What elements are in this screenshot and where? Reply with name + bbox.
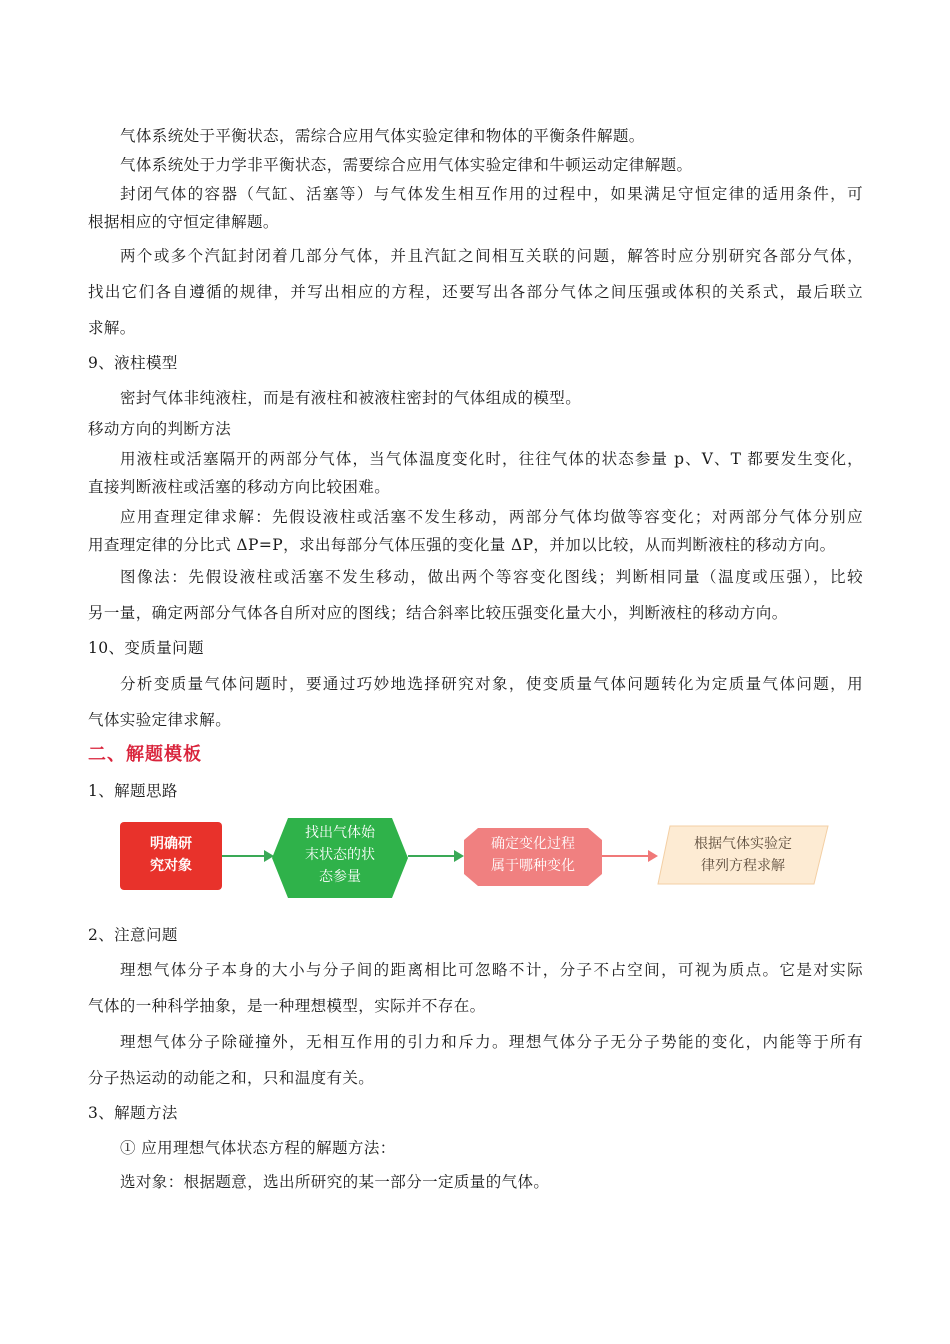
paragraph-two-parts-line2: 直接判断液柱或活塞的移动方向比较困难。 [88,478,391,496]
heading-liquid-column-model: 9、液柱模型 [88,354,178,372]
paragraph-liquid-column: 密封气体非纯液柱，而是有液柱和被液柱密封的气体组成的模型。 [120,389,582,407]
paragraph-ideal-gas-line1: 理想气体分子本身的大小与分子间的距离相比可忽略不计，分子不占空间，可视为质点。它是对实际 [120,961,863,979]
paragraph-two-parts-line1: 用液柱或活塞隔开的两部分气体，当气体温度变化时，往往气体的状态参量 p、V、T 都要发生变化， [120,450,863,468]
paragraph-method-1: ① 应用理想气体状态方程的解题方法： [120,1139,396,1157]
paragraph-multi-cylinder-line2: 找出它们各自遵循的规律，并写出相应的方程，还要写出各部分气体之间压强或体积的关系式，最后联立 [88,283,863,301]
paragraph-variable-mass-line1: 分析变质量气体问题时，要通过巧妙地选择研究对象，使变质量气体问题转化为定质量气体问题，用 [120,675,863,693]
paragraph-multi-cylinder-line3: 求解。 [88,319,136,337]
paragraph-charles-law-line2: 用查理定律的分比式 ΔP=P，求出每部分气体压强的变化量 ΔP，并加以比较，从而判断液柱的移动方向。 [88,536,836,554]
paragraph-conservation-line2: 根据相应的守恒定律解题。 [88,213,279,231]
paragraph-conservation-line1: 封闭气体的容器（气缸、活塞等）与气体发生相互作用的过程中，如果满足守恒定律的适用条件，可 [120,185,863,203]
flow-arrow-1-head [264,850,274,862]
flow-step4-label: 根据气体实验定 律列方程求解 [694,836,792,874]
subheading-move-direction: 移动方向的判断方法 [88,420,232,438]
heading-solution-approach: 1、解题思路 [88,782,178,800]
flow-arrow-3-head [648,850,658,862]
flow-step1-label: 明确研 究对象 [150,836,192,874]
paragraph-ideal-gas-energy-line2: 分子热运动的动能之和，只和温度有关。 [88,1069,375,1087]
paragraph-graph-method-line2: 另一量，确定两部分气体各自所对应的图线；结合斜率比较压强变化量大小，判断液柱的移动方向。 [88,604,788,622]
paragraph-graph-method-line1: 图像法：先假设液柱或活塞不发生移动，做出两个等容变化图线；判断相同量（温度或压强），比较 [120,568,863,586]
paragraph-ideal-gas-line2: 气体的一种科学抽象，是一种理想模型，实际并不存在。 [88,997,486,1015]
heading-notes: 2、注意问题 [88,926,178,944]
flowchart [118,818,838,900]
paragraph-charles-law-line1: 应用查理定律求解：先假设液柱或活塞不发生移动，两部分气体均做等容变化；对两部分气体分别应 [120,508,863,526]
paragraph-multi-cylinder-line1: 两个或多个汽缸封闭着几部分气体，并且汽缸之间相互关联的问题，解答时应分别研究各部分气体， [120,247,863,265]
paragraph-select-object: 选对象：根据题意，选出所研究的某一部分一定质量的气体。 [120,1173,550,1191]
paragraph-non-equilibrium: 气体系统处于力学非平衡状态，需要综合应用气体实验定律和牛顿运动定律解题。 [120,156,693,174]
paragraph-ideal-gas-energy-line1: 理想气体分子除碰撞外，无相互作用的引力和斥力。理想气体分子无分子势能的变化，内能等于所有 [120,1033,863,1051]
flow-arrow-2-head [454,850,464,862]
heading-solution-methods: 3、解题方法 [88,1104,178,1122]
flow-step3-label: 确定变化过程 属于哪种变化 [491,836,575,874]
flow-step2-label: 找出气体始 末状态的状 态参量 [305,825,375,885]
heading-variable-mass: 10、变质量问题 [88,639,204,657]
paragraph-equilibrium: 气体系统处于平衡状态，需综合应用气体实验定律和物体的平衡条件解题。 [120,127,645,145]
paragraph-variable-mass-line2: 气体实验定律求解。 [88,711,232,729]
section-heading-solution-template: 二、解题模板 [88,744,202,765]
